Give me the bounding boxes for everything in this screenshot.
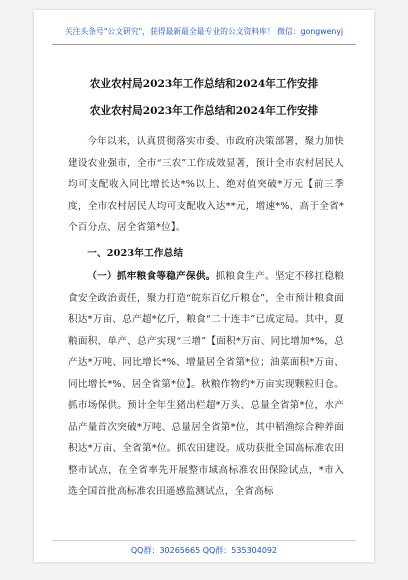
document-page (34, 10, 374, 562)
footer-note: QQ群：30265665 QQ群：535304092 (130, 546, 278, 555)
document-body (68, 131, 344, 503)
document-title: 农业农村局2023年工作总结和2024年工作安排 (89, 78, 319, 90)
subsection-paragraph (68, 266, 344, 503)
intro-paragraph: 今年以来，认真贯彻落实市委、市政府决策部署，聚力加快建设农业强市，全市“三农”工作成效显著，预计全市农村居民人均可支配收入同比增长达*%以上、绝对值突破*万元【前三季度，全市农村居民人均可支配收入达**元，增速*%、高于全省*个百分点、居全省第*位】。 (68, 136, 344, 233)
header-divider (52, 44, 356, 45)
footer-divider (52, 540, 356, 541)
header-note: 关注头条号"公文研究"，获得最新最全最专业的公文资料库！ 微信：gongwenyj (64, 27, 344, 36)
subsection-text: 抓粮食生产。坚定不移扛稳粮食安全政治责任，聚力打造“皖东百亿斤粮仓”，全市预计粮食面积达*万亩、总产超*亿斤，粮食“二十连丰”已成定局。其中，夏粮面积、单产、总产实现“三增”【面积*万亩、同比增加*%，总产达*万吨、同比增长*%、增量居全省第*位；油菜面积*万亩、同比增长*%、居全省第*位】。秋粮作物约*万亩实现颗粒归仓。抓市场保供。预计全年生猪出栏超*万头、总量全省第*位，水产品产量首次突破*万吨、总量居全省第*位，其中稻渔综合种养面积达*万亩、全省第*位。抓农田建设。成功获批全国高标准农田整市试点，在全省率先开展整市域高标准农田保险试点，*市入选全国首批高标准农田遥感监测试点，全省高标 (68, 271, 344, 497)
section-heading: 一、2023年工作总结 (87, 247, 184, 259)
document-subtitle: 农业农村局2023年工作总结和2024年工作安排 (89, 105, 319, 117)
subsection-heading: （一）抓牢粮食等稳产保供。 (87, 271, 216, 282)
